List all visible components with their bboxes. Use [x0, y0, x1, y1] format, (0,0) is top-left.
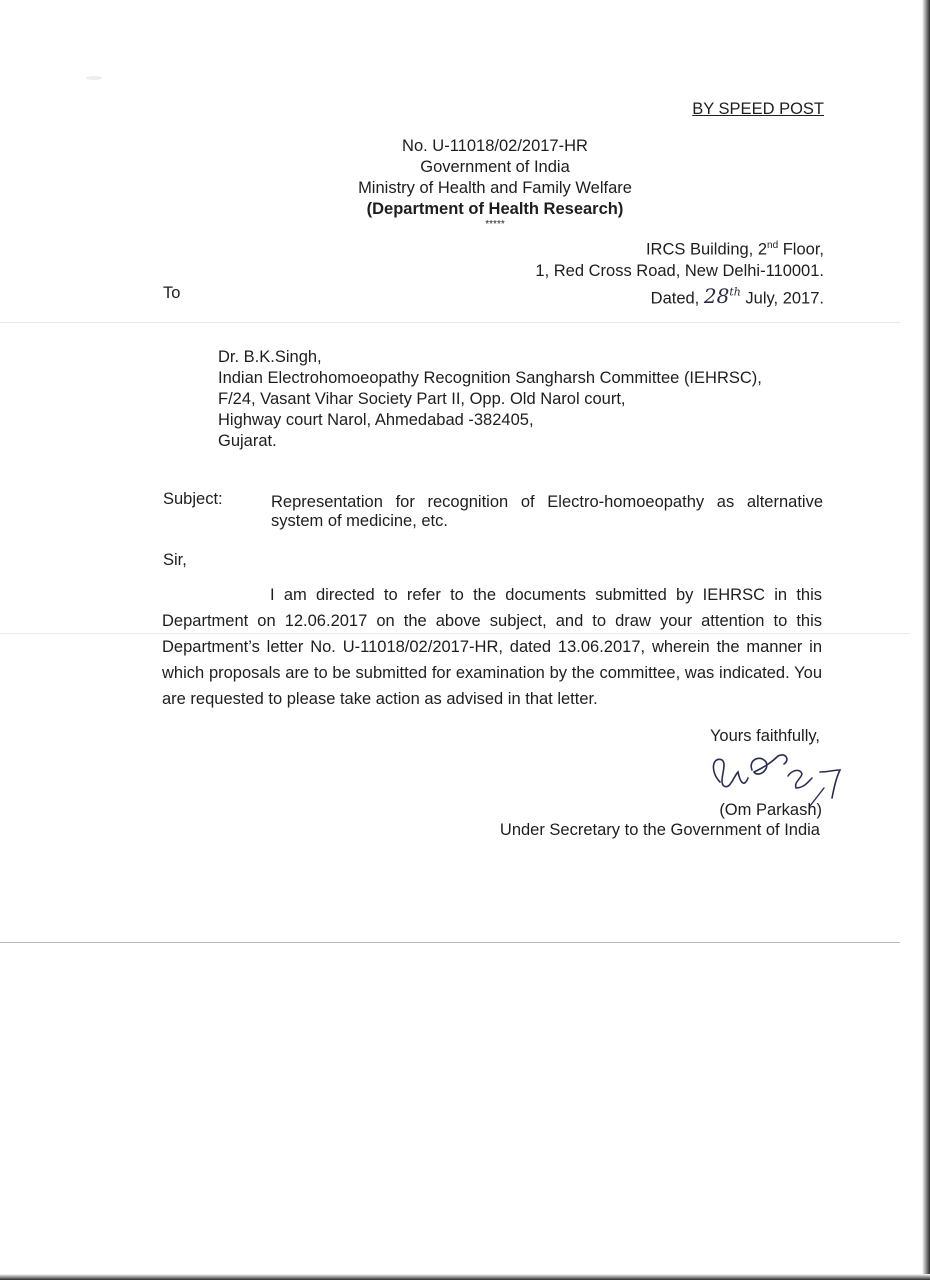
scan-edge-right [922, 0, 930, 1280]
subject-label: Subject: [163, 490, 223, 508]
reference-number: No. U-11018/02/2017-HR [402, 137, 588, 155]
letter-header [290, 136, 700, 230]
closing: Yours faithfully, [709, 727, 820, 745]
recipient-address-line: F/24, Vasant Vihar Society Part II, Opp. Old Narol court, [218, 390, 626, 408]
letter-date: Dated, 28th July, 2017. [650, 284, 824, 309]
ministry-name: Ministry of Health and Family Welfare [358, 179, 632, 197]
handwritten-date: 28th [703, 284, 741, 309]
scan-mark [86, 76, 102, 80]
recipient-state: Gujarat. [218, 432, 277, 450]
fold-line [0, 942, 900, 943]
to-label: To [163, 284, 181, 302]
salutation: Sir, [163, 551, 187, 569]
address-building: IRCS Building, 2nd Floor, [645, 240, 824, 259]
department-name: (Department of Health Research) [366, 200, 624, 218]
dispatch-mode: BY SPEED POST [692, 100, 824, 118]
recipient-address-line: Highway court Narol, Ahmedabad -382405, [218, 411, 534, 429]
recipient-name: Dr. B.K.Singh, [218, 348, 322, 366]
header-separator: ***** [485, 219, 505, 230]
fold-line [0, 322, 900, 323]
recipient-organization: Indian Electrohomoeopathy Recognition Sangharsh Committee (IEHRSC), [218, 369, 762, 387]
sender-address [535, 235, 824, 309]
recipient-address [218, 347, 762, 452]
subject-text: Representation for recognition of Electro-homoeopathy as alternative system of medicine, etc. [271, 493, 823, 530]
signatory-designation: Under Secretary to the Government of India [499, 821, 820, 839]
scan-edge-bottom [0, 1274, 930, 1280]
address-road: 1, Red Cross Road, New Delhi-110001. [535, 261, 824, 280]
signatory-name: (Om Parkash) [719, 801, 822, 819]
body-paragraph: I am directed to refer to the documents submitted by IEHRSC in this Department on 12.06.2017 on the above subject, and to draw your attention to this Department’s letter No. U-11018/02/2017-HR, dated 13.06.2017, wherein the manner in which proposals are to be submitted for examination by the committee, was indicated. You are requested to please take action as advised in that letter. [162, 586, 822, 708]
government-name: Government of India [420, 158, 570, 176]
